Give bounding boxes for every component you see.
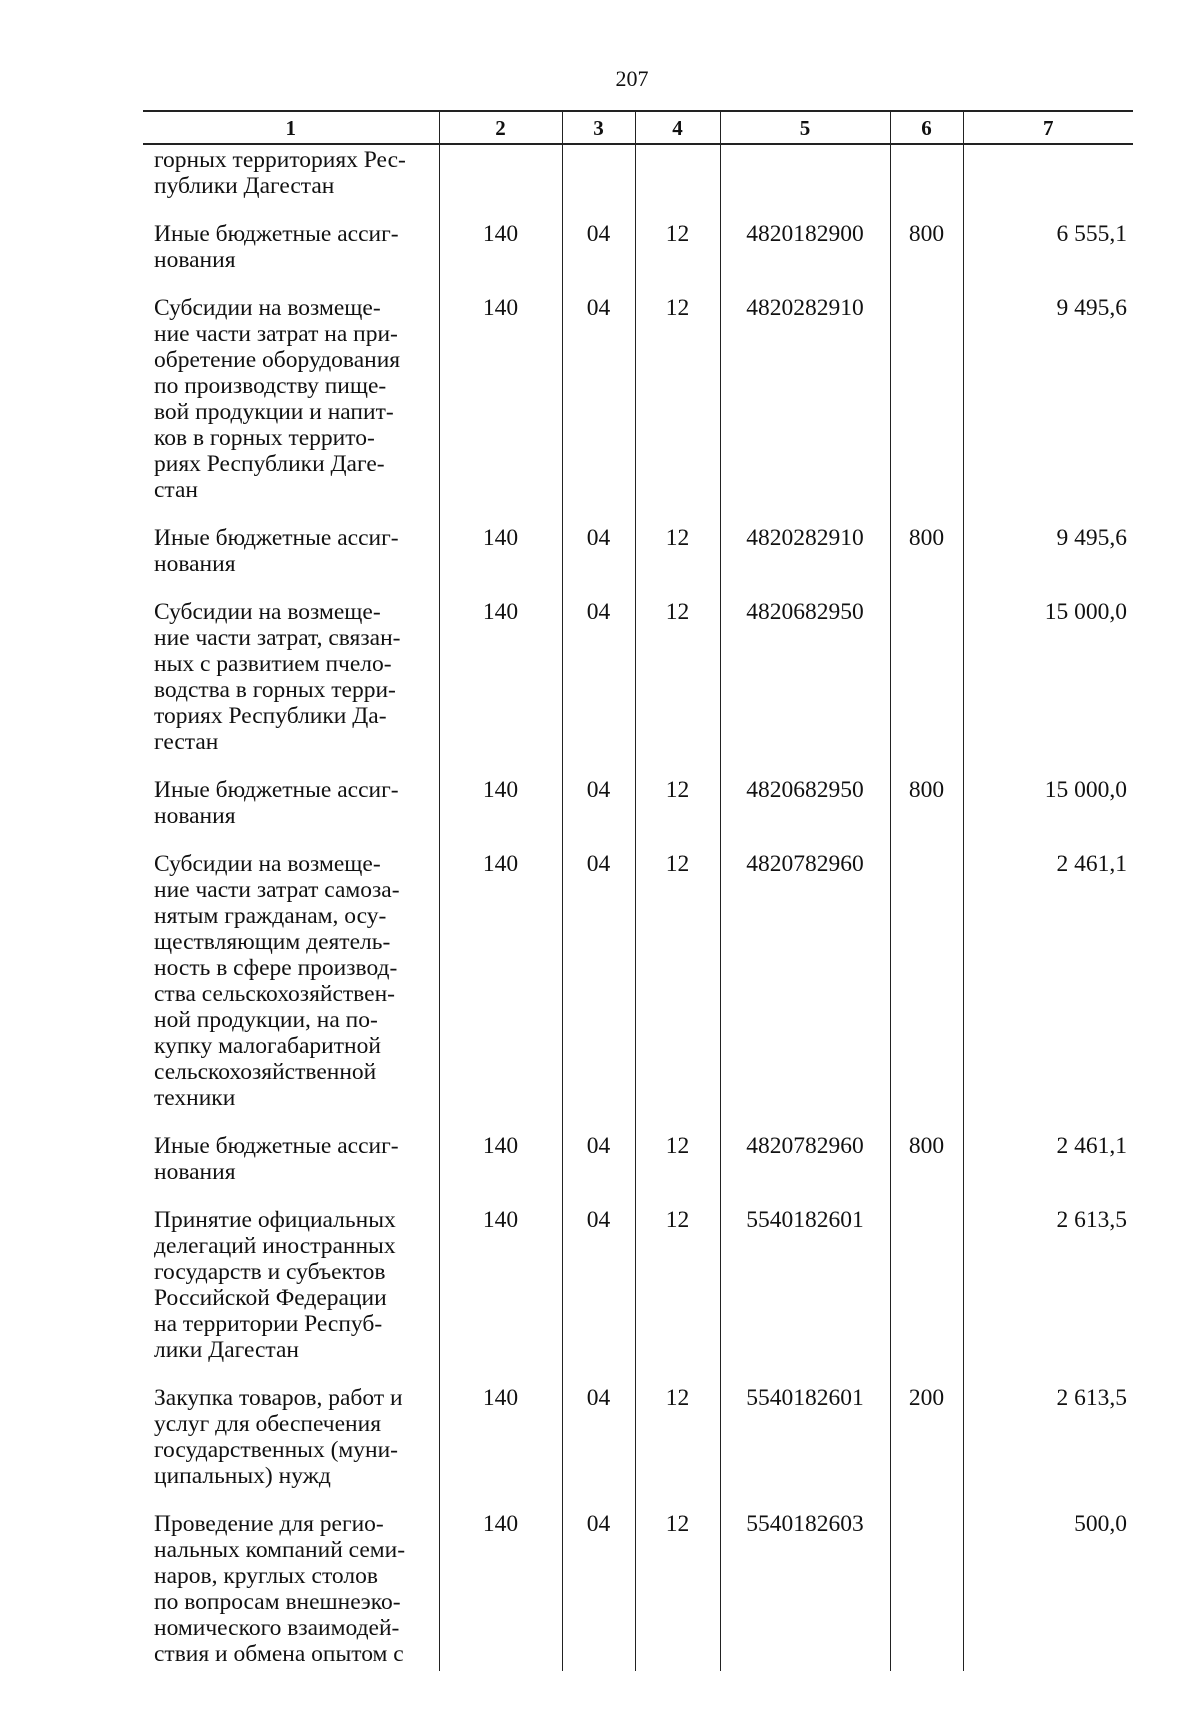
description-line: Закупка товаров, работ и — [154, 1385, 403, 1411]
description-line: по производству пище- — [154, 373, 387, 399]
description-line: ществляющим деятель- — [154, 929, 391, 955]
column-6-cell: 800 — [890, 513, 963, 587]
column-5-cell: 5540182601 — [720, 1373, 890, 1499]
column-6-cell — [890, 587, 963, 765]
column-5-cell: 4820182900 — [720, 209, 890, 283]
table-row — [143, 765, 1133, 839]
description-line: купку малогабаритной — [154, 1033, 381, 1059]
row-description — [143, 765, 439, 839]
column-3-cell: 04 — [562, 1499, 635, 1671]
column-2-cell: 140 — [439, 513, 562, 587]
description-line: делегаций иностранных — [154, 1233, 396, 1259]
column-3-cell: 04 — [562, 839, 635, 1121]
column-2-cell — [439, 144, 562, 209]
column-3-cell: 04 — [562, 209, 635, 283]
description-line: Иные бюджетные ассиг- — [154, 525, 399, 551]
page-number: 207 — [615, 66, 649, 91]
column-4-cell — [635, 144, 720, 209]
description-line: ние части затрат самоза- — [154, 877, 400, 903]
column-5-cell: 5540182603 — [720, 1499, 890, 1671]
column-2-cell: 140 — [439, 1373, 562, 1499]
row-description — [143, 144, 439, 209]
row-description — [143, 513, 439, 587]
row-description — [143, 839, 439, 1121]
description-line: услуг для обеспечения — [154, 1411, 382, 1437]
description-line: Принятие официальных — [154, 1207, 396, 1233]
column-4-cell: 12 — [635, 513, 720, 587]
column-6-cell: 800 — [890, 765, 963, 839]
table-row — [143, 1121, 1133, 1195]
description-line: техники — [154, 1085, 236, 1111]
column-3-cell: 04 — [562, 513, 635, 587]
column-4-cell: 12 — [635, 587, 720, 765]
description-line: Субсидии на возмеще- — [154, 851, 381, 877]
column-6-cell: 800 — [890, 1121, 963, 1195]
description-line: Российской Федерации — [154, 1285, 387, 1311]
table-row — [143, 144, 1133, 209]
description-line: гестан — [154, 729, 219, 755]
row-description — [143, 1121, 439, 1195]
description-line: ных с развитием пчело- — [154, 651, 392, 677]
description-line: Иные бюджетные ассиг- — [154, 221, 399, 247]
column-3-cell: 04 — [562, 1121, 635, 1195]
description-line: ципальных) нужд — [154, 1463, 331, 1489]
column-4-cell: 12 — [635, 1121, 720, 1195]
description-line: Иные бюджетные ассиг- — [154, 1133, 399, 1159]
description-line: ства сельскохозяйствен- — [154, 981, 395, 1007]
column-header-7: 7 — [963, 111, 1133, 144]
column-2-cell: 140 — [439, 1499, 562, 1671]
column-7-cell: 15 000,0 — [963, 765, 1133, 839]
table-row — [143, 283, 1133, 513]
column-7-cell: 6 555,1 — [963, 209, 1133, 283]
column-4-cell: 12 — [635, 1499, 720, 1671]
description-line: публики Дагестан — [154, 173, 335, 199]
description-line: стан — [154, 477, 198, 503]
column-6-cell — [890, 144, 963, 209]
description-line: ториях Республики Да- — [154, 703, 387, 729]
description-line: нования — [154, 551, 236, 577]
row-description — [143, 1195, 439, 1373]
description-line: на территории Респуб- — [154, 1311, 383, 1337]
column-header-5: 5 — [720, 111, 890, 144]
description-line: Субсидии на возмеще- — [154, 599, 381, 625]
row-description — [143, 209, 439, 283]
description-line: Проведение для регио- — [154, 1511, 384, 1537]
table-row — [143, 839, 1133, 1121]
column-3-cell: 04 — [562, 1195, 635, 1373]
description-line: горных территориях Рес- — [154, 147, 406, 173]
table-header — [143, 111, 1133, 144]
column-7-cell: 9 495,6 — [963, 283, 1133, 513]
description-line: ков в горных террито- — [154, 425, 375, 451]
column-header-6: 6 — [890, 111, 963, 144]
column-2-cell: 140 — [439, 839, 562, 1121]
column-4-cell: 12 — [635, 765, 720, 839]
column-6-cell: 800 — [890, 209, 963, 283]
column-4-cell: 12 — [635, 209, 720, 283]
description-line: сельскохозяйственной — [154, 1059, 377, 1085]
column-5-cell: 4820682950 — [720, 587, 890, 765]
column-4-cell: 12 — [635, 839, 720, 1121]
column-5-cell: 4820282910 — [720, 283, 890, 513]
column-5-cell: 5540182601 — [720, 1195, 890, 1373]
table-row — [143, 1195, 1133, 1373]
description-line: ние части затрат, связан- — [154, 625, 401, 651]
table-row — [143, 1499, 1133, 1671]
description-line: водства в горных терри- — [154, 677, 396, 703]
column-7-cell: 500,0 — [963, 1499, 1133, 1671]
column-7-cell: 9 495,6 — [963, 513, 1133, 587]
column-5-cell: 4820282910 — [720, 513, 890, 587]
column-7-cell: 2 461,1 — [963, 1121, 1133, 1195]
description-line: государств и субъектов — [154, 1259, 386, 1285]
column-2-cell: 140 — [439, 1195, 562, 1373]
header-row — [143, 111, 1133, 144]
description-line: обретение оборудования — [154, 347, 401, 373]
row-description — [143, 1499, 439, 1671]
column-4-cell: 12 — [635, 283, 720, 513]
description-line: ность в сфере производ- — [154, 955, 398, 981]
column-3-cell: 04 — [562, 1373, 635, 1499]
column-3-cell: 04 — [562, 587, 635, 765]
column-5-cell — [720, 144, 890, 209]
column-6-cell — [890, 1195, 963, 1373]
column-7-cell: 15 000,0 — [963, 587, 1133, 765]
description-line: нования — [154, 247, 236, 273]
row-description — [143, 1373, 439, 1499]
column-header-4: 4 — [635, 111, 720, 144]
row-description — [143, 587, 439, 765]
table-row — [143, 209, 1133, 283]
row-description — [143, 283, 439, 513]
column-5-cell: 4820682950 — [720, 765, 890, 839]
column-5-cell: 4820782960 — [720, 1121, 890, 1195]
description-line: ствия и обмена опытом с — [154, 1641, 404, 1667]
table-row — [143, 513, 1133, 587]
table-row — [143, 587, 1133, 765]
description-line: нования — [154, 803, 236, 829]
table-row — [143, 1373, 1133, 1499]
column-7-cell: 2 613,5 — [963, 1373, 1133, 1499]
budget-table-container — [143, 110, 1133, 1671]
description-line: нятым гражданам, осу- — [154, 903, 387, 929]
column-5-cell: 4820782960 — [720, 839, 890, 1121]
column-6-cell — [890, 283, 963, 513]
description-line: лики Дагестан — [154, 1337, 299, 1363]
column-3-cell: 04 — [562, 283, 635, 513]
column-header-1: 1 — [143, 111, 439, 144]
description-line: ной продукции, на по- — [154, 1007, 378, 1033]
column-3-cell: 04 — [562, 765, 635, 839]
description-line: ние части затрат на при- — [154, 321, 398, 347]
column-2-cell: 140 — [439, 283, 562, 513]
budget-table — [143, 110, 1133, 1671]
column-6-cell: 200 — [890, 1373, 963, 1499]
column-3-cell — [562, 144, 635, 209]
column-4-cell: 12 — [635, 1195, 720, 1373]
column-2-cell: 140 — [439, 765, 562, 839]
description-line: вой продукции и напит- — [154, 399, 394, 425]
description-line: нования — [154, 1159, 236, 1185]
column-header-3: 3 — [562, 111, 635, 144]
column-2-cell: 140 — [439, 1121, 562, 1195]
description-line: нальных компаний семи- — [154, 1537, 406, 1563]
description-line: по вопросам внешнеэко- — [154, 1589, 401, 1615]
description-line: риях Республики Даге- — [154, 451, 385, 477]
column-2-cell: 140 — [439, 209, 562, 283]
column-6-cell — [890, 1499, 963, 1671]
description-line: наров, круглых столов — [154, 1563, 378, 1589]
description-line: государственных (муни- — [154, 1437, 398, 1463]
column-7-cell: 2 461,1 — [963, 839, 1133, 1121]
column-7-cell: 2 613,5 — [963, 1195, 1133, 1373]
column-header-2: 2 — [439, 111, 562, 144]
column-2-cell: 140 — [439, 587, 562, 765]
description-line: Субсидии на возмеще- — [154, 295, 381, 321]
column-4-cell: 12 — [635, 1373, 720, 1499]
table-body — [143, 144, 1133, 1671]
description-line: Иные бюджетные ассиг- — [154, 777, 399, 803]
column-7-cell — [963, 144, 1133, 209]
description-line: номического взаимодей- — [154, 1615, 400, 1641]
column-6-cell — [890, 839, 963, 1121]
